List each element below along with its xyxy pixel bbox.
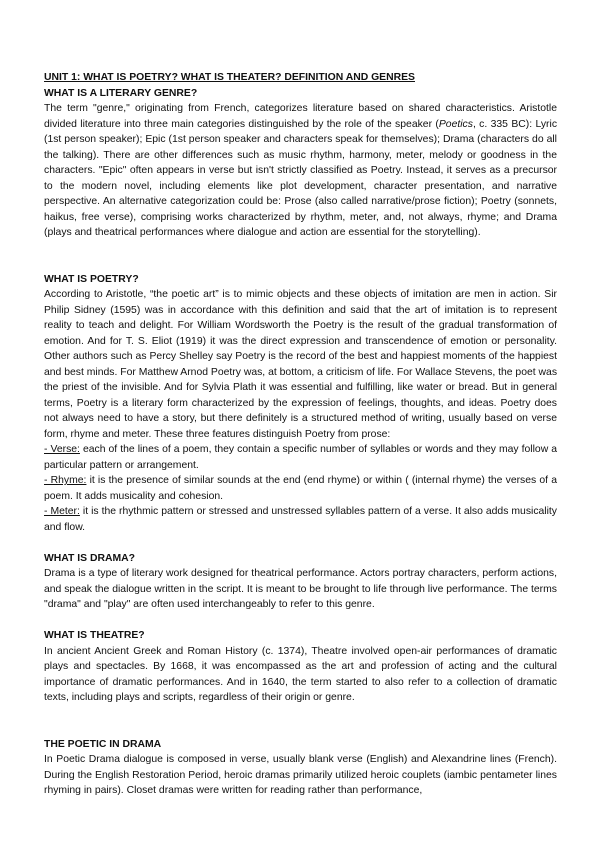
genre-heading: WHAT IS A LITERARY GENRE?: [44, 87, 198, 99]
genre-paragraph: [44, 101, 557, 241]
feature-verse-text: each of the lines of a poem, they contain a specific number of syllables or words and they may follow a particular pattern or arrangement.: [44, 444, 557, 471]
feature-rhyme-label: - Rhyme:: [44, 475, 87, 486]
feature-meter: [44, 504, 557, 535]
poetic-drama-heading: THE POETIC IN DRAMA: [44, 738, 162, 750]
theatre-heading: WHAT IS THEATRE?: [44, 630, 145, 641]
poetry-paragraph: According to Aristotle, “the poetic art” is to mimic objects and these objects of imitation are men in action. Sir Philip Sidney (1595) was in accordance with this definition and said that the art of imitation is to represent reality to teach and delight. For William Wordsworth the Poetry is the result of the gradual transformation of emotion. And for T. S. Eliot (1919) it was the direct expression and transcendence of emotion or personality. Other authors such as Percy Shelley say Poetry is the record of the best and happiest moments of the happiest and best minds. For Matthew Arnod Poetry was, at bottom, a criticism of life. For Wallace Stevens, the poet was the priest of the invisible. And for Sylvia Plath it was essential and fulfilling, like water or bread. But in general terms, Poetry is a literary form characterized by the expression of feelings, thoughts, and ideas. Poetry does not always need to have a story, but there definitely is a structured method of writing, usually based on verse form, rhyme and meter. These three features distinguish Poetry from prose:: [44, 289, 558, 440]
feature-meter-text: it is the rhythmic pattern or stressed and unstressed syllables pattern of a verse. It also adds musicality and flow.: [44, 506, 557, 533]
feature-verse-label: - Verse:: [44, 444, 80, 455]
drama-paragraph: Drama is a type of literary work designed for theatrical performance. Actors portray characters, perform actions, and speak the dialogue written in the script. It is meant to be brought to life through live performance. The terms "drama" and "play" are often used interchangeably to refer to this genre.: [44, 568, 557, 610]
document-page: [44, 70, 557, 799]
genre-poetics: Poetics: [438, 118, 473, 130]
feature-verse: [44, 442, 557, 473]
drama-heading: WHAT IS DRAMA?: [44, 552, 135, 564]
poetry-heading: WHAT IS POETRY?: [44, 273, 139, 285]
feature-rhyme-text: it is the presence of similar sounds at the end (end rhyme) or within ( (internal rhyme) the verses of a poem. It adds musicality and cohesion.: [44, 475, 557, 502]
poetic-drama-paragraph: In Poetic Drama dialogue is composed in verse, usually blank verse (English) and Alexandrine lines (French). During the English Restoration Period, heroic dramas primarily utilized heroic couplets (iambic pentameter lines rhyming in pairs). Closet dramas were written for reading rather than performance,: [44, 754, 557, 796]
theatre-paragraph: In ancient Ancient Greek and Roman History (c. 1374), Theatre involved open-air performances of dramatic plays and spectacles. By 1668, it was encompassed as the art and profession of acting and the cultural importance of dramatic performances. And in 1640, the term started to also refer to a collection of dramatic texts, including plays and scripts, regardless of their origin or genre.: [44, 645, 557, 703]
genre-text-a: The term "genre," originating from French, categorizes literature based on shared characteristics. Aristotle divided literature into three main categories distinguished by the role of the speaker (: [44, 103, 557, 130]
unit-title: UNIT 1: WHAT IS POETRY? WHAT IS THEATER? DEFINITION AND GENRES: [44, 72, 415, 83]
feature-meter-label: - Meter:: [44, 506, 80, 517]
feature-rhyme: [44, 473, 557, 504]
genre-text-b: , c. 335 BC): Lyric (1st person speaker); Epic (1st person speaker and characters speak for themselves); Drama (characters do all the talking). There are other differences such as music rhythm, harmony, meter, melody or goodness in the characters. "Epic" often appears in verse but isn't strictly classified as Poetry. Instead, it serves as a precursor to the modern novel, including elements like plot development, character presentation, and narrative perspective. An alternative categorization could be: Prose (also called narrative/prose fiction); Poetry (sonnets, haikus, free verse), comprising works characterized by rhythm, meter, and, not always, rhyme; and Drama (plays and theatrical performances where dialogue and action are essential for the storytelling).: [44, 118, 558, 238]
